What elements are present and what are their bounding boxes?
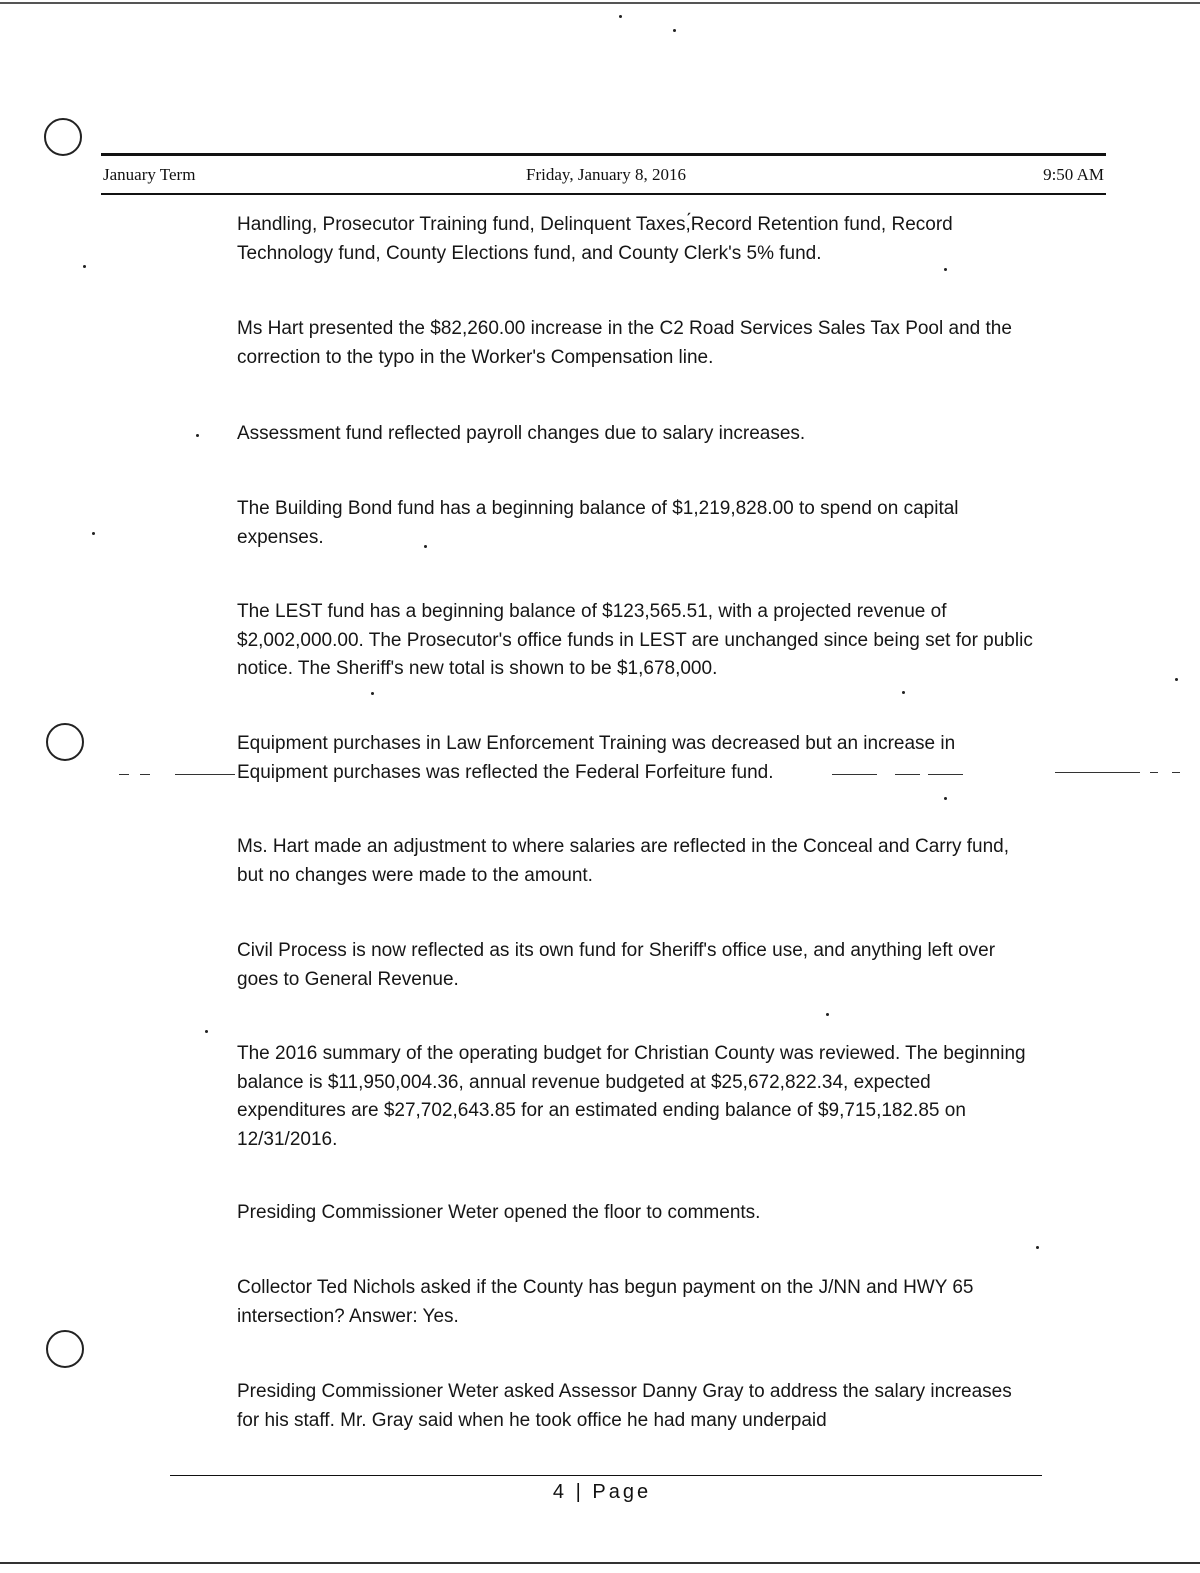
scan-speck — [944, 797, 947, 800]
punch-hole-middle — [46, 723, 84, 761]
paragraph: Ms. Hart made an adjustment to where salaries are reflected in the Conceal and Carry fund, but no changes were made to the amount. — [237, 836, 1009, 886]
scan-speck — [673, 29, 676, 32]
scan-dash — [895, 774, 920, 775]
scan-edge-bottom — [0, 1562, 1200, 1564]
paragraph: Civil Process is now reflected as its own fund for Sheriff's office use, and anything left over goes to General Revenue. — [237, 940, 996, 990]
header-time: 9:50 AM — [1043, 165, 1104, 184]
scan-dash — [1055, 772, 1140, 773]
scan-speck — [424, 545, 427, 548]
scan-dash — [140, 774, 150, 775]
paragraph: Ms Hart presented the $82,260.00 increase in the C2 Road Services Sales Tax Pool and the correction to the typo in the Worker's Compensation line. — [237, 318, 1012, 368]
scan-speck — [944, 268, 947, 271]
paragraph: Equipment purchases in Law Enforcement Training was decreased but an increase in Equipment purchases was reflected the Federal Forfeiture fund. — [237, 733, 956, 783]
scan-speck — [826, 1013, 829, 1016]
scan-dash — [119, 774, 129, 775]
scan-dash — [1172, 772, 1180, 773]
paragraph: The Building Bond fund has a beginning balance of $1,219,828.00 to spend on capital expenses. — [237, 498, 959, 548]
punch-hole-bottom — [46, 1330, 84, 1368]
header-date: Friday, January 8, 2016 — [526, 165, 686, 184]
scan-speck — [205, 1030, 208, 1033]
scan-speck — [902, 691, 905, 694]
paragraph: Handling, Prosecutor Training fund, Delinquent Taxes,́Record Retention fund, Record Technology fund, County Elections fund, and County Clerk's 5% fund. — [237, 214, 953, 264]
page-number: 4 | Page — [552, 1481, 652, 1503]
scan-speck — [1036, 1246, 1039, 1249]
paragraph: The 2016 summary of the operating budget for Christian County was reviewed. The beginning balance is $11,950,004.36, annual revenue budgeted at $25,672,822.34, expected expenditures are $27,702,643.85 for an estimated ending balance of $9,715,182.85 on 12/31/2016. — [237, 1043, 1026, 1150]
header-term: January Term — [103, 165, 196, 184]
header-rule-bottom — [101, 193, 1106, 195]
scan-dash — [928, 774, 963, 775]
paragraph: The LEST fund has a beginning balance of $123,565.51, with a projected revenue of $2,002,000.00. The Prosecutor's office funds in LEST are unchanged since being set for public notice. The Sheriff's new total is shown to be $1,678,000. — [237, 601, 1033, 679]
scan-speck — [196, 434, 199, 437]
paragraph: Presiding Commissioner Weter opened the floor to comments. — [237, 1202, 761, 1223]
paragraph: Collector Ted Nichols asked if the County has begun payment on the J/NN and HWY 65 intersection? Answer: Yes. — [237, 1277, 974, 1327]
scan-speck — [619, 15, 622, 18]
scan-dash — [175, 774, 235, 775]
scan-speck — [83, 265, 86, 268]
scan-speck — [371, 692, 374, 695]
scan-speck — [1175, 678, 1178, 681]
scan-dash — [1150, 772, 1158, 773]
paragraph: Presiding Commissioner Weter asked Assessor Danny Gray to address the salary increases for his staff. Mr. Gray said when he took office he had many underpaid — [237, 1381, 1012, 1431]
paragraph: Assessment fund reflected payroll changes due to salary increases. — [237, 423, 806, 444]
scan-dash — [832, 774, 877, 775]
scan-edge-top — [0, 2, 1200, 4]
header-rule-top — [101, 153, 1106, 156]
punch-hole-top — [44, 118, 82, 156]
scan-speck — [92, 532, 95, 535]
footer-rule — [170, 1475, 1042, 1476]
